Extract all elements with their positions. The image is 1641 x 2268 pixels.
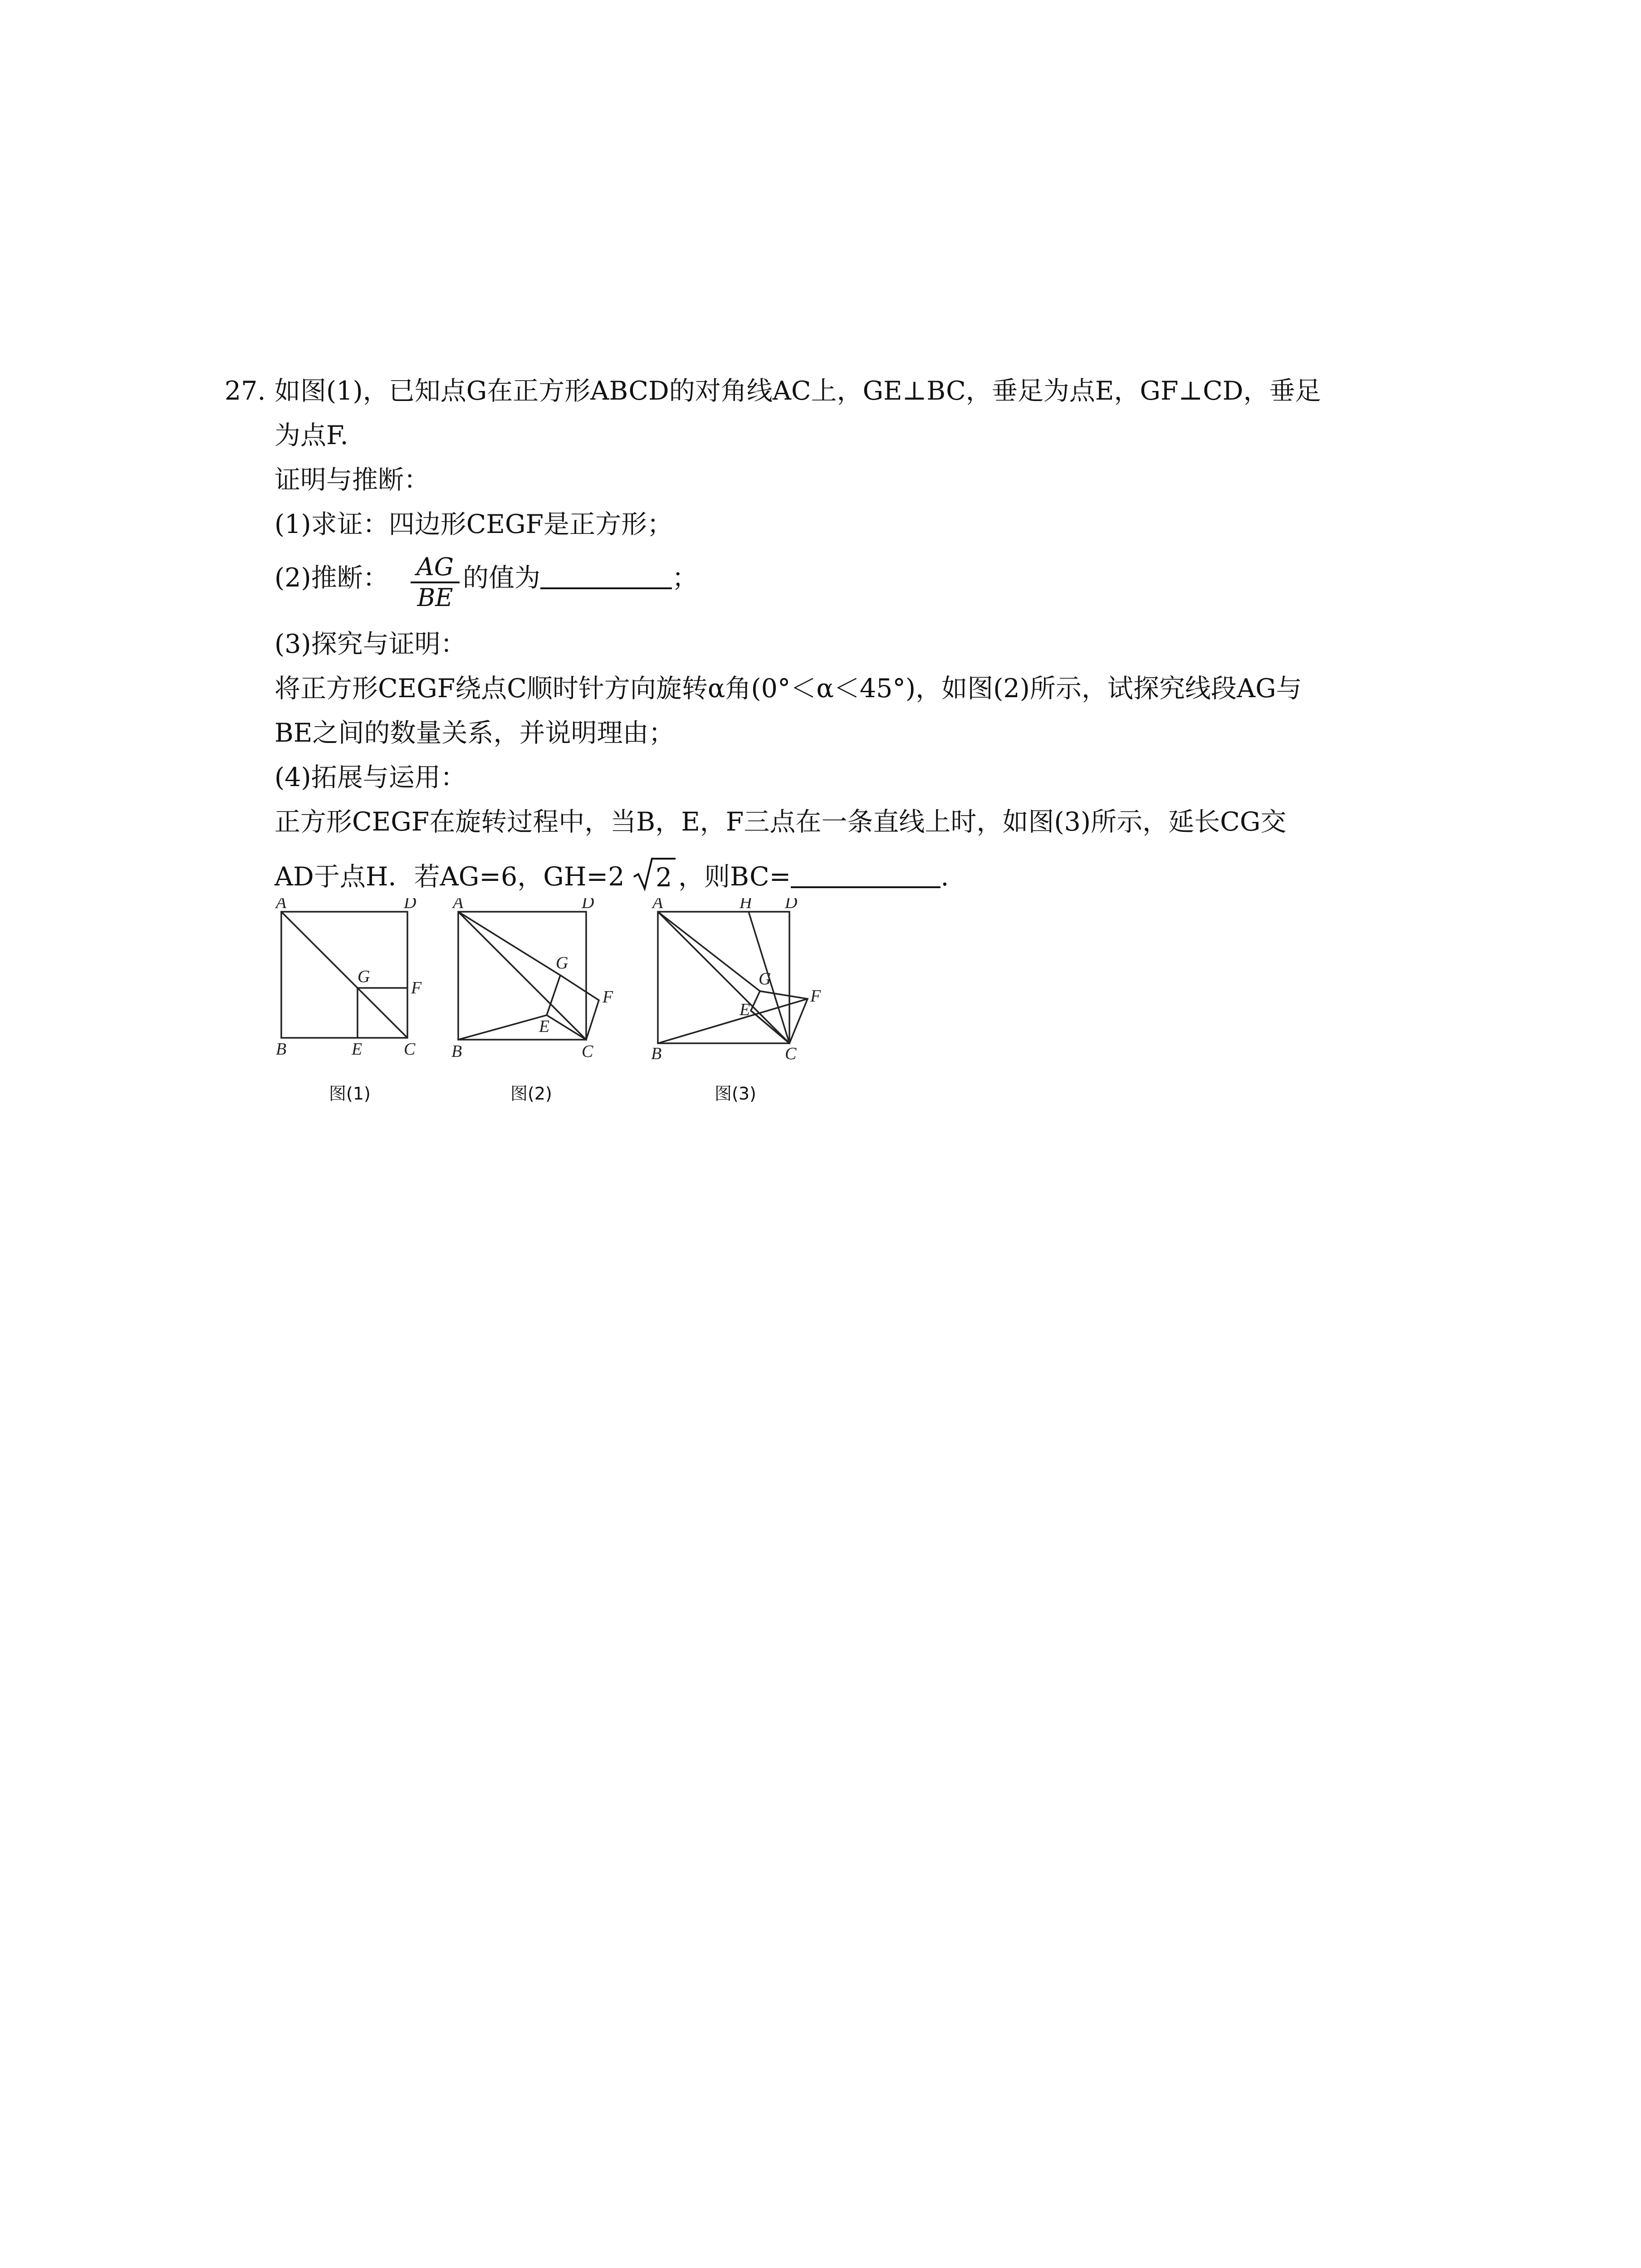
fraction-numerator: AG [416, 552, 454, 581]
answer-blank-4 [791, 860, 941, 888]
fig2-label-a: A [453, 898, 464, 912]
fig1-label-d: D [404, 898, 416, 912]
fig1-diagonal-ac [281, 912, 407, 1038]
problem-line-5b [463, 560, 698, 596]
semicolon: ； [672, 563, 698, 593]
bc-label: ，则BC= [678, 862, 791, 892]
fig3-line-bef [658, 999, 808, 1043]
sqrt-radicand: 2 [656, 863, 672, 893]
problem-line-9: (4)拓展与运用： [274, 763, 466, 792]
problem-line-7: 将正方形CEGF绕点C顺时针方向旋转α角(0°＜α＜45°)，如图(2)所示，试探究线段AG与 [274, 674, 1302, 704]
fig3-label-d: D [785, 898, 798, 912]
fig3-label-h: H [740, 898, 752, 912]
figures [268, 898, 857, 1111]
fig2-label-g: G [556, 953, 568, 973]
fig1-label-e: E [352, 1040, 362, 1059]
fig2-label-c: C [582, 1042, 593, 1061]
problem-line-2: 为点F. [274, 420, 348, 450]
answer-blank-2 [540, 561, 672, 589]
figure-2 [458, 912, 599, 1040]
part2-label: (2)推断： [274, 563, 389, 593]
fig1-label-c: C [404, 1040, 416, 1059]
fig3-label-f: F [810, 987, 821, 1006]
fig1-caption: 图(1) [329, 1084, 371, 1104]
problem-line-10: 正方形CEGF在旋转过程中，当B，E，F三点在一条直线上时，如图(3)所示，延长CG交 [274, 807, 1287, 837]
fig3-segment-ag [658, 912, 760, 991]
fig1-label-b: B [276, 1040, 287, 1059]
fig2-label-b: B [451, 1042, 462, 1061]
fig2-label-d: D [582, 898, 594, 912]
value-label: 的值为 [463, 563, 540, 593]
fig3-label-c: C [785, 1044, 797, 1063]
fig1-label-f: F [411, 978, 422, 997]
fig1-label-g: G [358, 967, 370, 986]
fig2-diagonal-ac [458, 912, 586, 1040]
fig3-label-b: B [651, 1044, 662, 1063]
figure-1 [281, 912, 407, 1038]
fig3-label-g: G [759, 969, 771, 988]
problem-line-5 [274, 560, 389, 596]
problem-line-11b [678, 859, 949, 895]
period: . [941, 862, 949, 892]
fraction-ag-be [411, 552, 460, 612]
fig2-label-e: E [539, 1017, 550, 1036]
fig3-caption: 图(3) [715, 1084, 756, 1104]
fig2-caption: 图(2) [510, 1084, 552, 1104]
fig2-segment-ag [458, 912, 560, 975]
problem-line-8: BE之间的数量关系，并说明理由； [274, 718, 675, 748]
fig1-label-a: A [276, 898, 287, 912]
problem-number: 27. [225, 376, 266, 406]
problem-line-4: (1)求证：四边形CEGF是正方形； [274, 509, 673, 539]
fig3-label-a: A [652, 898, 663, 912]
problem-line-6: (3)探究与证明： [274, 629, 466, 659]
part4-given: AD于点H．若AG=6，GH=2 [274, 862, 625, 892]
fraction-denominator: BE [417, 583, 453, 612]
fig2-label-f: F [603, 987, 613, 1007]
fig2-segment-be [458, 1015, 550, 1040]
problem-line-1: 如图(1)，已知点G在正方形ABCD的对角线AC上，GE⊥BC，垂足为点E，GF⊥CD，垂足 [274, 376, 1321, 406]
problem-line-3: 证明与推断： [274, 465, 430, 495]
fig3-label-e: E [740, 1000, 750, 1019]
figure-3 [658, 912, 808, 1043]
problem-line-11 [274, 859, 625, 895]
